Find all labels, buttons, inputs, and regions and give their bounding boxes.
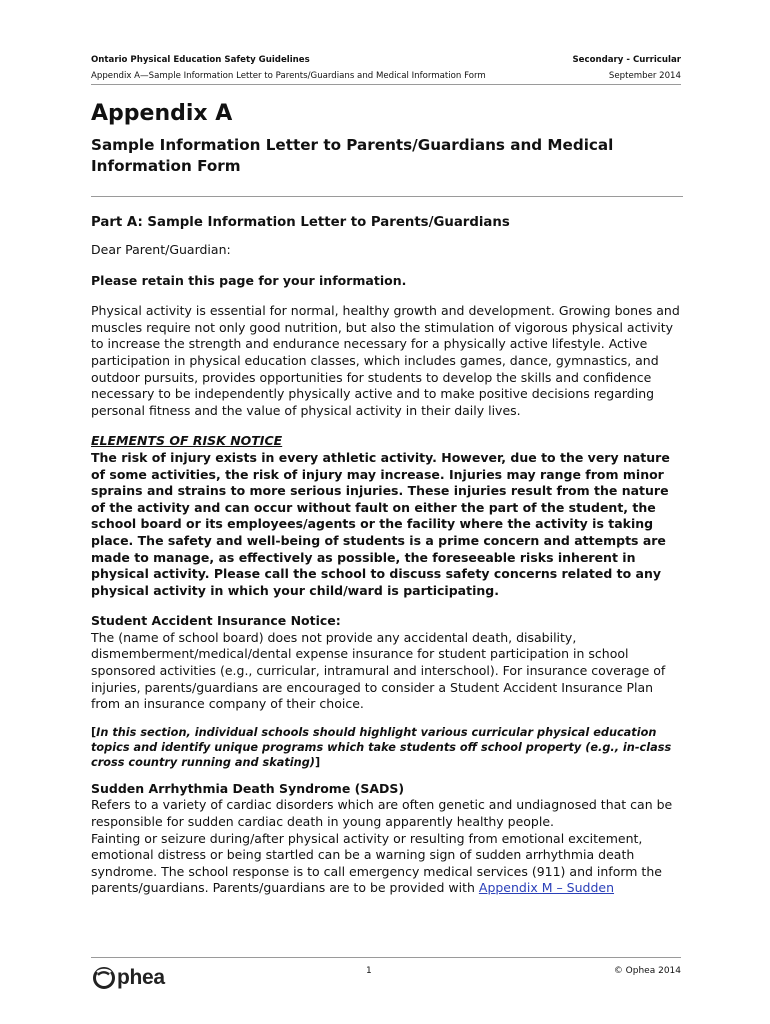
copyright: © Ophea 2014 bbox=[613, 966, 681, 976]
part-a-heading: Part A: Sample Information Letter to Parents/Guardians bbox=[91, 215, 510, 230]
instruction-note bbox=[91, 725, 683, 771]
sads-line1: Refers to a variety of cardiac disorders which are often genetic and undiagnosed that can be responsible for sudden cardiac death in young apparently healthy people. bbox=[91, 797, 673, 829]
intro-paragraph: Physical activity is essential for normal, healthy growth and development. Growing bones and muscles require not only good nutrition, but also the stimulation of vigorous physical activity to increase the strength and endurance necessary for a physically active lifestyle. Active participation in physical education classes, which includes games, dance, gymnastics, and outdoor pursuits, provides opportunities for students to develop the skills and confidence necessary to be independently physically active and to make positive decisions regarding personal fitness and the value of physical activity in their daily lives. bbox=[91, 303, 680, 418]
insurance-text: The (name of school board) does not provide any accidental death, disability, dismemberment/medical/dental expense insurance for student participation in school sponsored activities (e.g., curricular, intramural and interschool). For insurance coverage of injuries, parents/guardians are encouraged to consider a Student Accident Insurance Plan from an insurance company of their choice. bbox=[91, 629, 666, 712]
running-header-bottom bbox=[91, 71, 681, 83]
footer-divider bbox=[91, 957, 681, 958]
retain-notice: Please retain this page for your information. bbox=[91, 272, 407, 288]
instruction-open-bracket: [ bbox=[91, 725, 97, 739]
appendix-m-link[interactable]: Appendix M – Sudden bbox=[478, 880, 615, 896]
main-content bbox=[91, 96, 683, 897]
header-date: September 2014 bbox=[608, 71, 681, 81]
appendix-line: Appendix A—Sample Information Letter to Parents/Guardians and Medical Information Form bbox=[91, 71, 486, 81]
page-number: 1 bbox=[366, 966, 372, 976]
sads-title: Sudden Arrhythmia Death Syndrome (SADS) bbox=[91, 780, 405, 796]
logo-text: phea bbox=[117, 966, 165, 989]
section-label: Secondary - Curricular bbox=[572, 55, 681, 65]
risk-notice-title: ELEMENTS OF RISK NOTICE bbox=[91, 433, 283, 449]
sads-line2-text: Fainting or seizure during/after physical activity or resulting from emotional excitement, emotional distress or being startled can be a warning sign of sudden arrhythmia death syndrome. The school response is to call emergency medical services (911) and inform the parents/guardians. Parents/guardians are to be provided with bbox=[91, 830, 662, 896]
doc-title: Ontario Physical Education Safety Guidelines bbox=[91, 55, 310, 65]
instruction-close-bracket: ] bbox=[314, 756, 321, 770]
instruction-text: In this section, individual schools should highlight various curricular physical education topics and identify unique programs which take students off school property (e.g., in-class cross country running and skating) bbox=[91, 725, 672, 770]
running-header-top bbox=[91, 55, 681, 67]
page-title: Appendix A bbox=[91, 101, 233, 126]
page-subtitle: Sample Information Letter to Parents/Guardians and Medical Information Form bbox=[91, 136, 614, 175]
header-divider bbox=[91, 84, 681, 85]
ophea-logo bbox=[92, 963, 165, 993]
salutation: Dear Parent/Guardian: bbox=[91, 242, 231, 257]
risk-notice-text: The risk of injury exists in every athletic activity. However, due to the very nature of some activities, the risk of injury may increase. Injuries may range from minor sprains and strains to more serious injuries. These injuries result from the nature of the activity and can occur without fault on either the part of the student, the school board or its employees/agents or the facility where the activity is taking place. The safety and well-being of students is a prime concern and attempts are made to manage, as effectively as possible, the foreseeable risks inherent in physical activity. Please call the school to discuss safety concerns related to any physical activity in which your child/ward is participating. bbox=[91, 449, 670, 598]
sads-line2 bbox=[91, 831, 683, 897]
insurance-title: Student Accident Insurance Notice: bbox=[91, 613, 341, 629]
ophea-logo-icon bbox=[92, 966, 116, 990]
